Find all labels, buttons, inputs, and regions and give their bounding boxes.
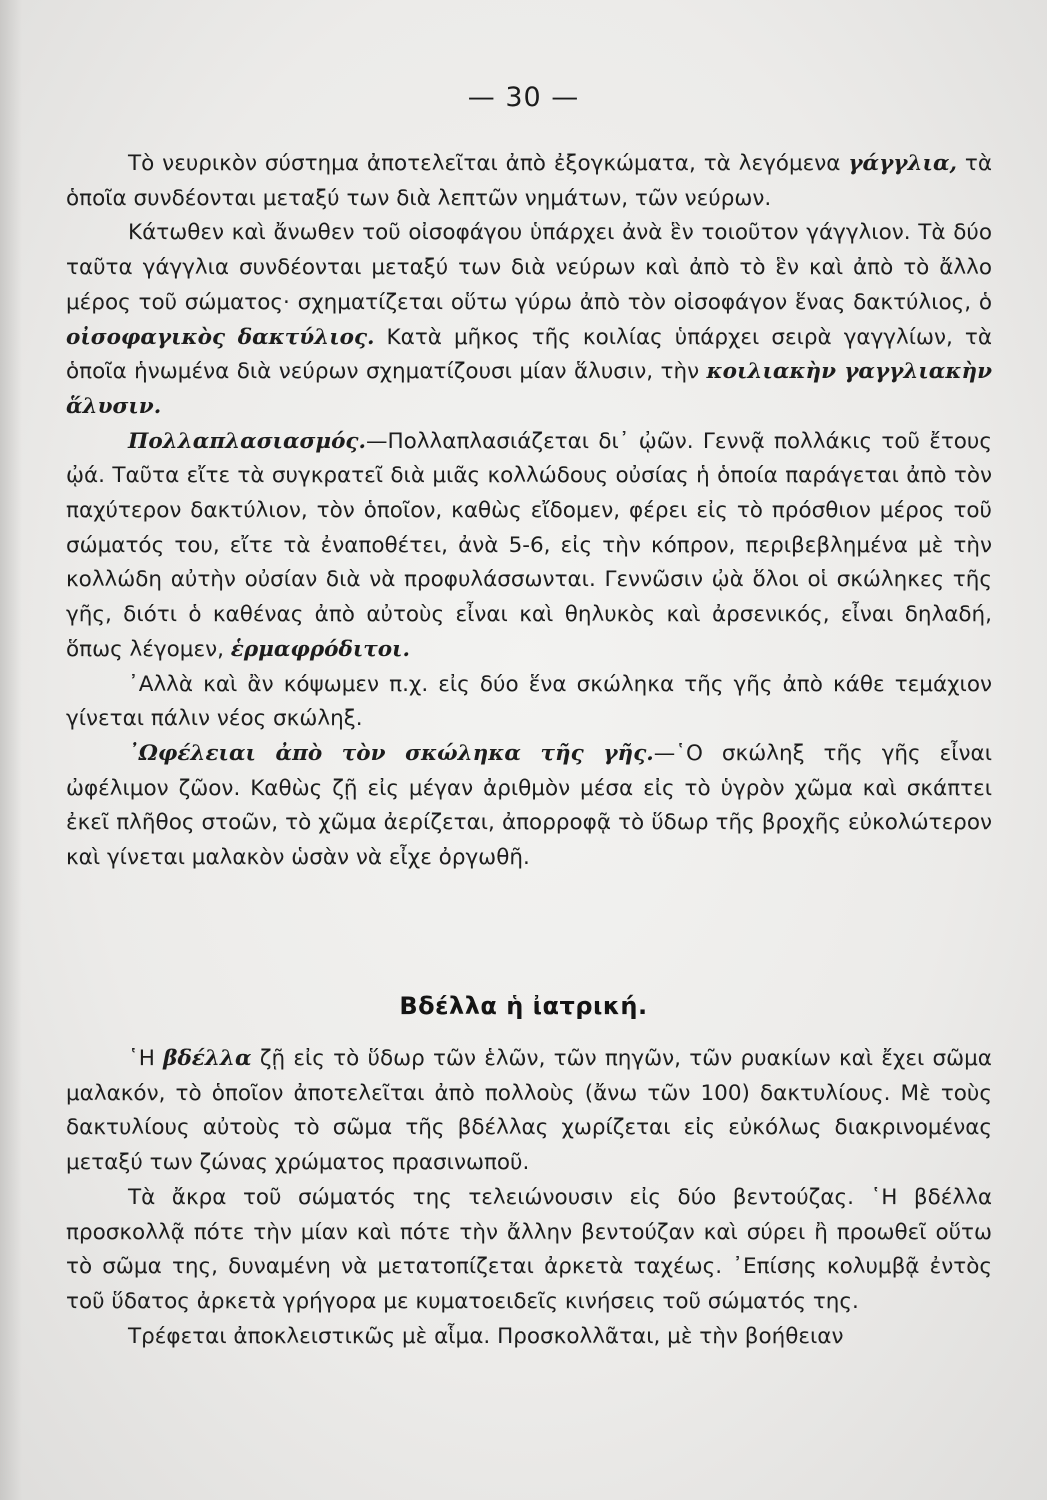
emphasized-term: ἑρμαφρόδιτοι.	[230, 636, 410, 662]
text-run: —῾Ο σκώληξ τῆς γῆς εἶναι ὠφέλιμον ζῶον. Καθὼς ζῇ εἰς μέγαν ἀριθμὸν μέσα εἰς τὸ ὑγρὸν χῶμα καὶ σκάπτει ἐκεῖ πλῆθος στοῶν, τὸ χῶμα ἀερίζεται, ἀπορροφᾷ τὸ ὕδωρ τῆς βροχῆς εὐκολώτερον καὶ γίνεται μαλακὸν ὡσὰν νὰ εἶχε ὀργωθῆ.	[66, 740, 992, 871]
text-run: ζῇ εἰς τὸ ὕδωρ τῶν ἑλῶν, τῶν πηγῶν, τῶν ρυακίων καὶ ἔχει σῶμα μαλακόν, τὸ ὁποῖον ἀποτελεῖται ἀπὸ πολλοὺς (ἄνω τῶν 100) δακτυλίους. Μὲ τοὺς δακτυλίους αὐτοὺς τὸ σῶμα τῆς βδέλλας χωρίζεται εἰς εὐκόλως διακρινομένας μεταξύ των ζώνας χρώματος πρασινωποῦ.	[66, 1046, 992, 1176]
text-run: Τρέφεται ἀποκλειστικῶς μὲ αἷμα. Προσκολλᾶται, μὲ τὴν βοήθειαν	[128, 1323, 844, 1349]
text-run: Τὰ ἄκρα τοῦ σώματός της τελειώνουσιν εἰς δύο βεντούζας. ῾Η βδέλλα προσκολλᾷ πότε τὴν μίαν καὶ πότε τὴν ἄλλην βεντούζαν καὶ σύρει ἢ προωθεῖ οὕτω τὸ σῶμα της, δυναμένη νὰ μετατοπίζεται ἀρκετὰ ταχέως. ᾿Επίσης κολυμβᾷ ἐντὸς τοῦ ὕδατος ἀρκετὰ γρήγορα με κυματοειδεῖς κινήσεις τοῦ σώματός της.	[66, 1184, 992, 1314]
text-run: ᾿Αλλὰ καὶ ἂν κόψωμεν π.χ. εἰς δύο ἕνα σκώληκα τῆς γῆς ἀπὸ κάθε τεμάχιον γίνεται πάλιν νέος σκώληξ.	[66, 671, 992, 732]
emphasized-term: κοιλιακὴν γαγγλιακὴν ἅλυσιν.	[66, 359, 993, 419]
paragraph-regeneration	[66, 668, 992, 737]
text-run: Τὸ νευρικὸν σύστημα ἀποτελεῖται ἀπὸ ἐξογκώματα, τὰ λεγόμενα	[128, 151, 849, 176]
text-section-leech	[66, 1042, 992, 1354]
emphasized-term: ᾿Ωφέλειαι ἀπὸ τὸν σκώληκα τῆς γῆς.	[128, 740, 654, 766]
paragraph-nervous-system	[66, 147, 992, 216]
paragraph-leech-feeding	[66, 1320, 992, 1355]
paragraph-benefits	[66, 737, 992, 876]
page-binding-shadow	[0, 0, 22, 1500]
emphasized-term: Πολλαπλασιασμός.	[128, 428, 367, 454]
text-run: τὰ ὁποῖα συνδέονται μεταξύ των διὰ λεπτῶν νημάτων, τῶν νεύρων.	[66, 151, 993, 211]
page-number: — 30 —	[467, 82, 580, 113]
paragraph-leech-suckers	[66, 1181, 992, 1320]
emphasized-term: γάγγλια,	[848, 151, 957, 176]
paragraph-reproduction	[66, 425, 992, 668]
emphasized-term: βδέλλα	[163, 1046, 252, 1071]
paragraph-ganglia	[66, 216, 992, 424]
text-section-earthworm	[66, 147, 992, 876]
section-heading-leech: Βδέλλα ἡ ἰατρική.	[399, 992, 648, 1020]
paragraph-leech-body	[66, 1042, 992, 1181]
text-run: —Πολλαπλασιάζεται δι᾿ ᾠῶν. Γεννᾷ πολλάκις τοῦ ἔτους ᾠά. Ταῦτα εἴτε τὰ συγκρατεῖ διὰ μιᾶς κολλώδους οὐσίας ἡ ὁποία παράγεται ἀπὸ τὸν παχύτερον δακτύλιον, τὸν ὁποῖον, καθὼς εἴδομεν, φέρει εἰς τὸ πρόσθιον μέρος τοῦ σώματός του, εἴτε τὰ ἐναποθέτει, ἀνὰ 5-6, εἰς τὴν κόπρον, περιβεβλημένα μὲ τὴν κολλώδη αὐτὴν οὐσίαν διὰ νὰ προφυλάσσωνται. Γεννῶσιν ᾠὰ ὅλοι οἱ σκώληκες τῆς γῆς, διότι ὁ καθένας ἀπὸ αὐτοὺς εἶναι καὶ θηλυκὸς καὶ ἀρσενικός, εἶναι δηλαδή, ὅπως λέγομεν,	[66, 428, 992, 662]
text-run: Κάτωθεν καὶ ἄνωθεν τοῦ οἰσοφάγου ὑπάρχει ἀνὰ ἓν τοιοῦτον γάγγλιον. Τὰ δύο ταῦτα γάγγλια συνδέονται μεταξύ των διὰ νεύρων καὶ ἀπὸ τὸ ἓν καὶ ἀπὸ τὸ ἄλλο μέρος τοῦ σώματος· σχηματίζεται οὕτω γύρω ἀπὸ τὸν οἰσοφάγον ἕνας δακτύλιος, ὁ	[66, 220, 992, 315]
text-run: Κατὰ μῆκος τῆς κοιλίας ὑπάρχει σειρὰ γαγγλίων, τὰ ὁποῖα ἡνωμένα διὰ νεύρων σχηματίζουσι μίαν ἅλυσιν, τὴν	[66, 324, 993, 385]
emphasized-term: οἰσοφαγικὸς δακτύλιος.	[66, 324, 375, 350]
text-run: ῾Η	[128, 1046, 164, 1071]
